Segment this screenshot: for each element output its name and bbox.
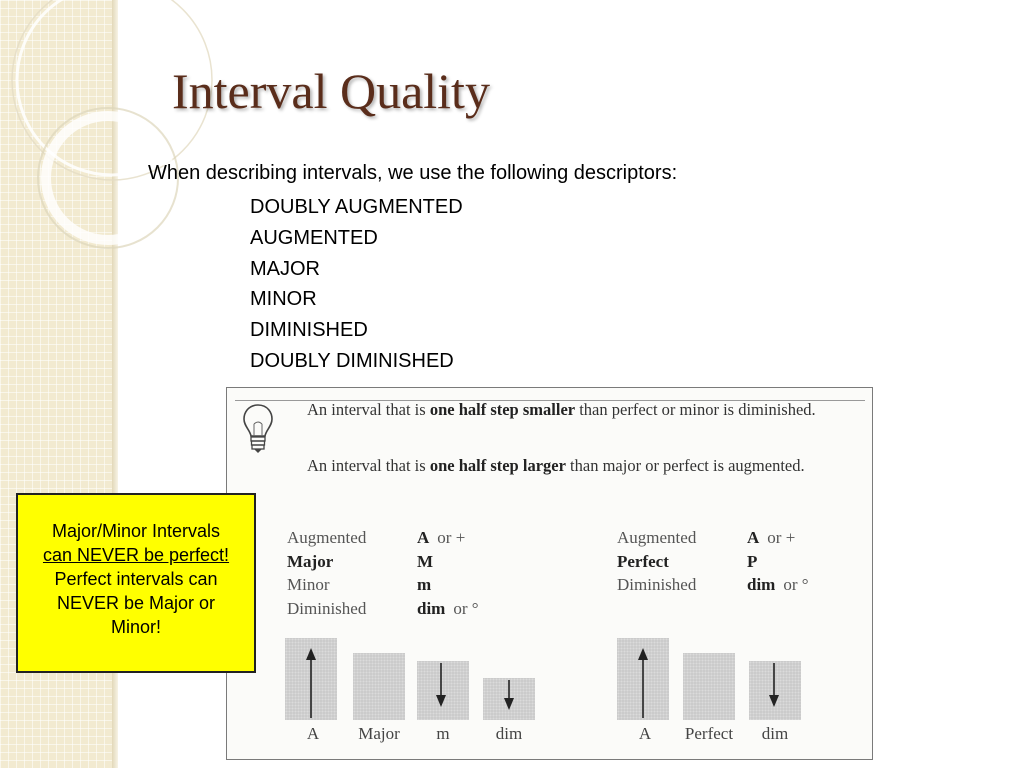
quality-name: Perfect	[617, 551, 669, 571]
augmented-interval-box	[285, 638, 337, 720]
descriptor-item: DOUBLY AUGMENTED	[250, 196, 463, 218]
quality-alt: or +	[437, 528, 466, 547]
tip-text: than major or perfect is augmented.	[565, 456, 805, 475]
quality-name: Augmented	[617, 528, 697, 547]
quality-name: Minor	[287, 575, 330, 594]
slide-title: Interval Quality	[172, 63, 490, 119]
box-label: A	[306, 724, 320, 743]
box-label: dim	[495, 724, 523, 743]
up-arrow-icon	[617, 638, 669, 720]
lightbulb-icon	[241, 402, 275, 454]
tip-diminished	[307, 398, 827, 422]
quality-alt: or +	[767, 528, 796, 547]
callout-line: NEVER be Major or	[56, 593, 216, 613]
quality-abbr: m	[417, 575, 432, 594]
quality-abbr: M	[417, 551, 434, 571]
diminished-perfect-box	[749, 661, 801, 720]
major-minor-quality-table	[287, 526, 479, 620]
tip-augmented	[307, 454, 827, 478]
descriptor-item: MAJOR	[250, 257, 320, 280]
descriptor-item: MINOR	[250, 288, 317, 311]
perfect-quality-table	[617, 526, 809, 597]
callout-line: Major/Minor Intervals	[51, 521, 221, 541]
augmented-perfect-box	[617, 638, 669, 720]
descriptor-item: DOUBLY DIMINISHED	[250, 349, 454, 372]
down-arrow-icon	[749, 661, 801, 720]
tip-text: An interval that is	[307, 456, 430, 475]
box-label: dim	[761, 724, 789, 743]
perfect-interval-box	[683, 653, 735, 720]
tip-text: An interval that is	[307, 400, 430, 419]
quality-abbr: dim	[417, 598, 446, 618]
callout-line: Perfect intervals can	[54, 569, 218, 589]
callout-line: can NEVER be perfect!	[42, 545, 230, 565]
quality-row	[617, 573, 809, 597]
quality-row	[617, 550, 809, 574]
descriptor-item: AUGMENTED	[250, 226, 378, 249]
intro-text: When describing intervals, we use the following descriptors:	[148, 162, 678, 184]
quality-name: Major	[287, 551, 334, 571]
box-label: A	[638, 724, 652, 743]
descriptor-list	[250, 192, 463, 377]
quality-abbr: A	[417, 528, 430, 547]
up-arrow-icon	[285, 638, 337, 720]
quality-name: Diminished	[287, 598, 367, 618]
down-arrow-icon	[483, 678, 535, 720]
box-label: Major	[358, 724, 400, 743]
major-interval-box	[353, 653, 405, 720]
diminished-interval-box	[483, 678, 535, 720]
quality-alt: or °	[783, 575, 809, 594]
box-label: m	[436, 724, 450, 743]
quality-abbr: P	[747, 551, 758, 571]
quality-abbr: dim	[747, 575, 776, 594]
tip-emphasis: one half step larger	[429, 456, 566, 475]
quality-row	[287, 573, 479, 597]
quality-name: Augmented	[287, 528, 367, 547]
tip-text: than perfect or minor is diminished.	[575, 400, 816, 419]
descriptor-item: DIMINISHED	[250, 319, 368, 342]
quality-alt: or °	[453, 598, 479, 618]
quality-abbr: A	[747, 528, 760, 547]
quality-row	[287, 597, 479, 621]
quality-name: Diminished	[617, 575, 697, 594]
callout-line: Minor!	[110, 617, 161, 637]
quality-row	[287, 550, 479, 574]
quality-row	[287, 526, 479, 550]
box-label: Perfect	[684, 724, 734, 743]
down-arrow-icon	[417, 661, 469, 720]
quality-row	[617, 526, 809, 550]
interval-quality-figure	[226, 387, 873, 760]
callout-note	[16, 493, 256, 673]
minor-interval-box	[417, 661, 469, 720]
tip-emphasis: one half step smaller	[429, 400, 576, 419]
